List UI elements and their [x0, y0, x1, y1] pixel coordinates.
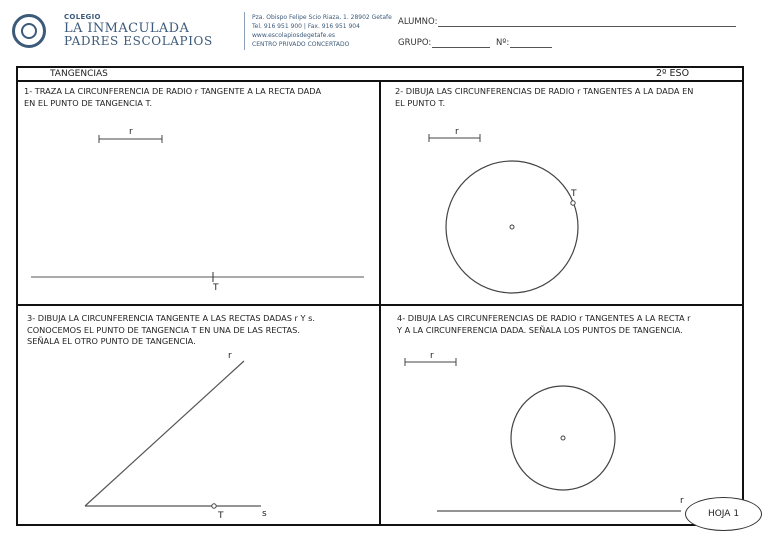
- address-line-2: Tel. 916 951 900 | Fax. 916 951 904: [252, 23, 360, 30]
- exercise-3-line-1: 3- DIBUJA LA CIRCUNFERENCIA TANGENTE A LAS RECTAS DADAS r Y s.: [27, 313, 315, 323]
- ex1-radius-label: r: [129, 127, 133, 137]
- exercise-3-figure: [85, 351, 267, 521]
- sheet-level: 2º ESO: [656, 68, 690, 79]
- page-label-badge: HOJA 1: [685, 497, 762, 531]
- exercise-1-line-1: 1- TRAZA LA CIRCUNFERENCIA DE RADIO r TANGENTE A LA RECTA DADA: [24, 86, 322, 96]
- grupo-label: GRUPO:: [398, 38, 432, 48]
- ex3-tangent-point: [212, 504, 216, 508]
- address-line-4: CENTRO PRIVADO CONCERTADO: [252, 41, 350, 48]
- exercise-2-figure: [429, 127, 578, 293]
- ex2-tangent-point: [571, 201, 575, 205]
- exercise-1-line-2: EN EL PUNTO DE TANGENCIA T.: [24, 97, 153, 108]
- ex2-given-circle: [446, 161, 578, 293]
- exercise-4-figure: [405, 351, 684, 511]
- exercise-4-line-1: 4- DIBUJA LAS CIRCUNFERENCIAS DE RADIO r TANGENTES A LA RECTA r: [397, 313, 691, 323]
- ex4-circle-center: [561, 436, 565, 440]
- ex3-line-s-label: s: [262, 509, 267, 519]
- numero-label: Nº:: [496, 38, 510, 48]
- sheet-title: TANGENCIAS: [50, 69, 108, 79]
- ex3-line-r: [85, 361, 244, 506]
- address-line-1: Pza. Obispo Felipe Scio Riaza, 1. 28902 Getafe: [252, 14, 392, 21]
- exercise-1-figure: [31, 127, 364, 293]
- alumno-label: ALUMNO:: [398, 17, 438, 27]
- exercise-2-line-2: EL PUNTO T.: [395, 97, 446, 108]
- ex1-point-label: T: [213, 283, 219, 293]
- ex4-line-r-label: r: [680, 496, 684, 506]
- ex4-radius-label: r: [430, 351, 434, 361]
- exercise-3-line-3: SEÑALA EL OTRO PUNTO DE TANGENCIA.: [27, 336, 196, 346]
- ex2-point-label: T: [571, 189, 577, 199]
- logo-small-text: COLEGIO: [64, 13, 101, 21]
- address-line-3: www.escolapiosdegetafe.es: [252, 32, 336, 39]
- exercise-3-line-2: CONOCEMOS EL PUNTO DE TANGENCIA T EN UNA DE LAS RECTAS.: [27, 324, 300, 335]
- logo-school-order: PADRES ESCOLAPIOS: [64, 34, 213, 48]
- ex2-circle-center: [510, 225, 514, 229]
- ex3-point-label: T: [218, 511, 224, 521]
- ex3-line-r-label: r: [228, 351, 232, 361]
- ex2-radius-label: r: [455, 127, 459, 137]
- exercise-4-line-2: Y A LA CIRCUNFERENCIA DADA. SEÑALA LOS PUNTOS DE TANGENCIA.: [397, 324, 683, 335]
- logo-school-name: LA INMACULADA: [64, 21, 190, 36]
- ex4-given-circle: [511, 386, 615, 490]
- exercise-2-line-1: 2- DIBUJA LAS CIRCUNFERENCIAS DE RADIO r TANGENTES A LA DADA EN: [395, 86, 694, 96]
